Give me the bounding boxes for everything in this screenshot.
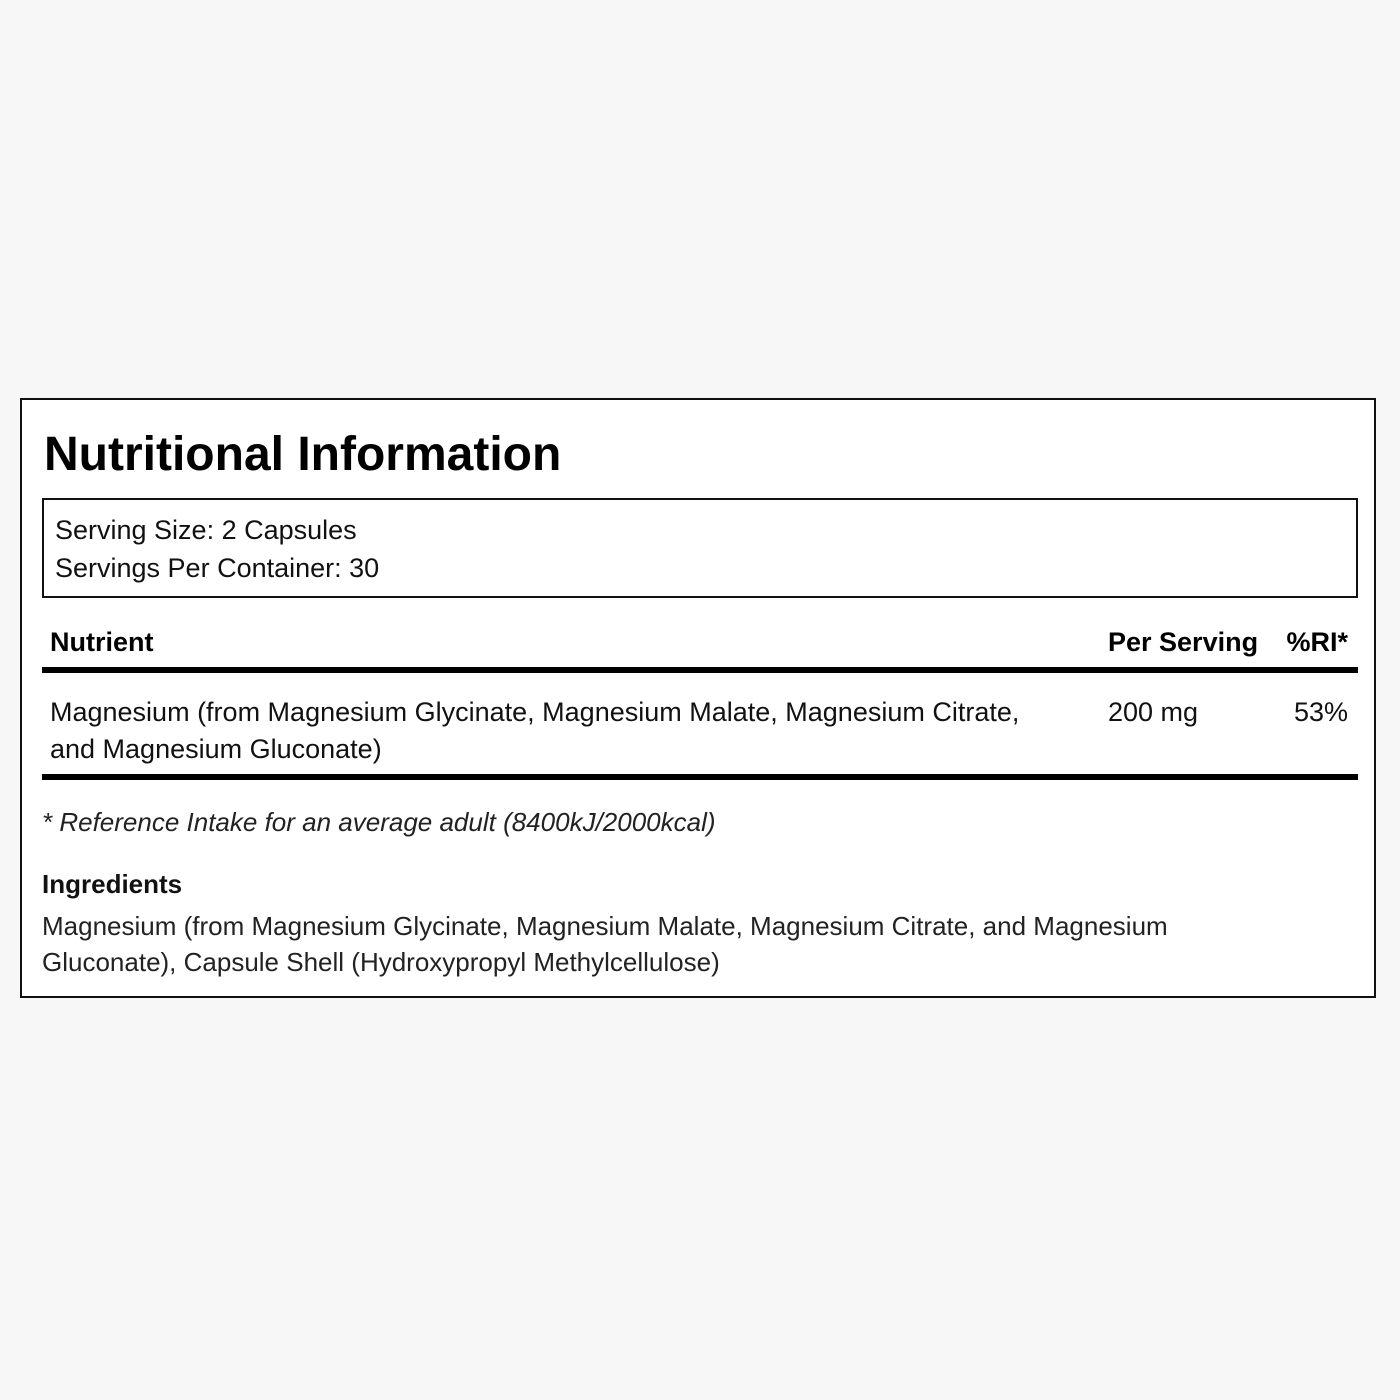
ri-footnote: * Reference Intake for an average adult (8400kJ/2000kcal)	[42, 807, 716, 837]
row-ri-value: 53%	[1293, 697, 1348, 727]
row-per-serving-value: 200 mg	[1108, 697, 1199, 727]
ingredients-text: Magnesium (from Magnesium Glycinate, Magnesium Malate, Magnesium Citrate, and Magnesium Gluconate), Capsule Shell (Hydroxypropyl Methylcellulose)	[42, 911, 1168, 977]
panel-title: Nutritional Information	[44, 428, 562, 481]
header-nutrient: Nutrient	[50, 627, 154, 657]
nutrition-panel	[20, 398, 1376, 998]
table-footer-rule	[42, 774, 1358, 780]
table-header-rule	[42, 667, 1358, 673]
serving-size: Serving Size: 2 Capsules	[55, 515, 357, 545]
header-ri: %RI*	[1286, 627, 1348, 657]
serving-info-box	[42, 498, 1358, 598]
row-nutrient-name: Magnesium (from Magnesium Glycinate, Magnesium Malate, Magnesium Citrate, and Magnesium Gluconate)	[50, 697, 1020, 764]
servings-per-container: Servings Per Container: 30	[55, 553, 380, 583]
header-per-serving: Per Serving	[1108, 627, 1259, 657]
ingredients-heading: Ingredients	[42, 869, 183, 899]
